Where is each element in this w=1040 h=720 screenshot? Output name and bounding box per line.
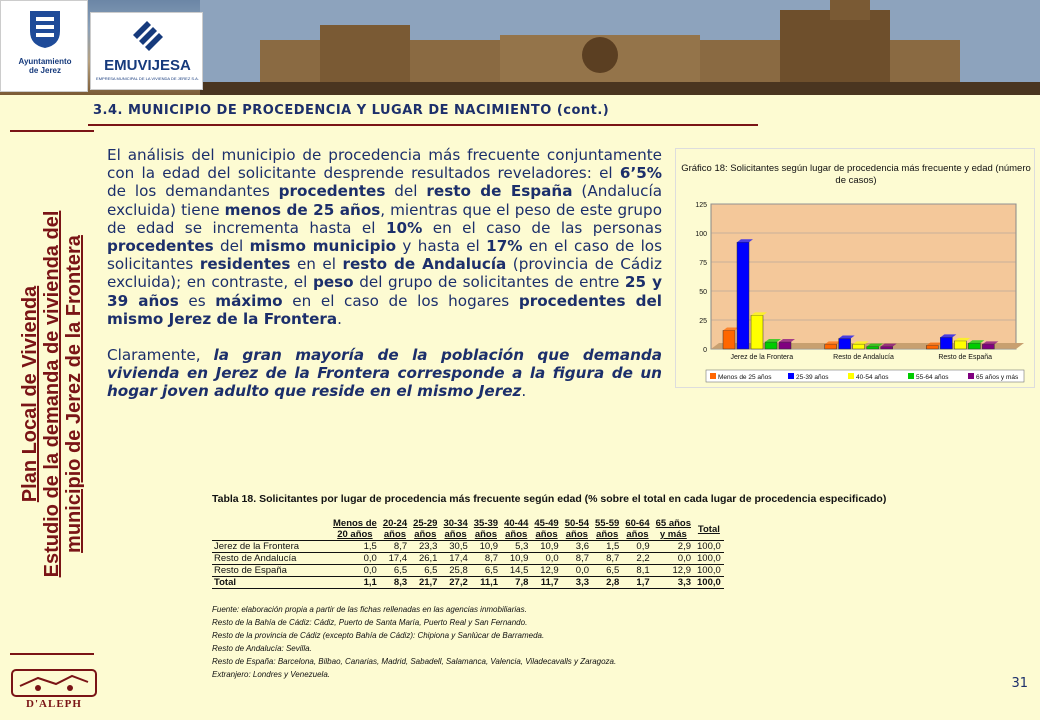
table-18: [212, 492, 902, 681]
table-cell: 10,9: [471, 541, 501, 553]
bar: [737, 242, 749, 349]
note-line: Resto de la Bahía de Cádiz: Cádiz, Puerto de Santa María, Puerto Real y San Fernando.: [212, 618, 528, 627]
bar: [867, 347, 879, 349]
table-cell: 27,2: [440, 577, 470, 589]
table-cell: 11,7: [531, 577, 561, 589]
table-cell: 7,8: [501, 577, 531, 589]
table-header-cell: 40-44 años: [501, 518, 531, 541]
legend-swatch: [710, 373, 716, 379]
table-cell: 5,3: [501, 541, 531, 553]
table-cell: 11,1: [471, 577, 501, 589]
table-cell: 8,7: [380, 541, 410, 553]
table-cell: 14,5: [501, 565, 531, 577]
table-cell: 8,7: [592, 553, 622, 565]
table-cell: 100,0: [694, 565, 724, 577]
bar: [765, 342, 777, 349]
legend-label: 55-64 años: [916, 374, 949, 381]
table-header-cell: Menos de 20 años: [330, 518, 380, 541]
emuvijesa-logo-text: EMUVIJESA: [104, 57, 191, 74]
table-header-cell: 55-59 años: [592, 518, 622, 541]
y-tick-label: 25: [699, 318, 707, 325]
table-cell: 1,1: [330, 577, 380, 589]
row-label-cell: Resto de Andalucía: [212, 553, 330, 565]
table-cell: 12,9: [653, 565, 694, 577]
table-cell: 0,0: [562, 565, 592, 577]
data-table: [212, 518, 724, 589]
side-title-panel: [10, 130, 94, 655]
emuvijesa-logo-subtext: EMPRESA MUNICIPAL DE LA VIVIENDA DE JEREZ S.A.: [96, 76, 199, 81]
table-cell: 0,0: [330, 553, 380, 565]
y-tick-label: 100: [695, 231, 707, 238]
table-cell: 100,0: [694, 577, 724, 589]
side-title-line3: municipio de Jerez de la Frontera: [63, 235, 85, 553]
table-cell: 2,2: [622, 553, 652, 565]
y-tick-label: 125: [695, 202, 707, 209]
table-cell: 0,0: [531, 553, 561, 565]
legend-swatch: [908, 373, 914, 379]
bar: [982, 344, 994, 349]
side-title-line1: Plan Local de Vivienda: [19, 285, 41, 503]
table-cell: 6,5: [410, 565, 440, 577]
legend-label: 40-54 años: [856, 374, 889, 381]
legend-label: 25-39 años: [796, 374, 829, 381]
daleph-mark-icon: [8, 668, 100, 698]
table-cell: 8,7: [471, 553, 501, 565]
table-cell: 1,5: [592, 541, 622, 553]
table-cell: 0,0: [330, 565, 380, 577]
table-cell: 100,0: [694, 553, 724, 565]
table-cell: 1,5: [330, 541, 380, 553]
x-tick-label: Resto de Andalucía: [833, 354, 894, 361]
table-cell: 25,8: [440, 565, 470, 577]
row-label-cell: Jerez de la Frontera: [212, 541, 330, 553]
table-cell: 0,0: [653, 553, 694, 565]
table-row: [212, 565, 724, 577]
bar: [723, 330, 735, 349]
bar: [926, 346, 938, 349]
y-tick-label: 0: [703, 347, 707, 354]
table-cell: 10,9: [531, 541, 561, 553]
x-tick-label: Resto de España: [938, 354, 993, 361]
table-cell: 17,4: [440, 553, 470, 565]
table-row: [212, 553, 724, 565]
x-tick-label: Jerez de la Frontera: [730, 354, 794, 361]
jerez-shield-icon: [28, 9, 62, 49]
y-tick-label: 75: [699, 260, 707, 267]
bar: [779, 342, 791, 349]
table-cell: 0,9: [622, 541, 652, 553]
table-cell: 2,8: [592, 577, 622, 589]
bar: [751, 315, 763, 349]
note-line: Resto de la provincia de Cádiz (excepto Bahía de Cádiz): Chipiona y Sanlúcar de Barrameda.: [212, 631, 545, 640]
note-line: Resto de Andalucía: Sevilla.: [212, 644, 312, 653]
legend-label: Menos de 25 años: [718, 374, 772, 381]
table-cell: 8,3: [380, 577, 410, 589]
chart-title: Gráfico 18: Solicitantes según lugar de procedencia más frecuente y edad (número de casos): [681, 163, 1031, 186]
side-title: [19, 134, 85, 654]
bar: [825, 344, 837, 349]
table-total-row: [212, 577, 724, 589]
table-cell: 6,5: [380, 565, 410, 577]
table-header-row: [212, 518, 724, 541]
table-header-cell: [212, 518, 330, 541]
table-header-cell: 45-49 años: [531, 518, 561, 541]
table-cell: 2,9: [653, 541, 694, 553]
body-text: [107, 146, 662, 419]
emuvijesa-logo: [90, 12, 203, 90]
bar: [968, 343, 980, 349]
table-cell: 1,7: [622, 577, 652, 589]
table-cell: 3,3: [653, 577, 694, 589]
row-label-cell: Resto de España: [212, 565, 330, 577]
table-cell: 8,1: [622, 565, 652, 577]
title-divider: [88, 124, 758, 126]
paragraph-1: El análisis del municipio de procedencia más frecuente conjuntamente con la edad del solicitante desprende resultados reveladores: el 6’5% de los demandantes procedentes del resto de España (Andalucía excluida) tiene menos de 25 años, mientras que el peso de este grupo de edad se incrementa hasta el 10% en el caso de las personas procedentes del mismo municipio y hasta el 17% en el caso de los solicitantes residentes en el resto de Andalucía (provincia de Cádiz excluida); en contraste, el peso del grupo de solicitantes de entre 25 y 39 años es máximo en el caso de los hogares procedentes del mismo Jerez de la Frontera.: [107, 146, 662, 328]
section-title: 3.4. MUNICIPIO DE PROCEDENCIA Y LUGAR DE NACIMIENTO (cont.): [93, 103, 610, 118]
note-line: Resto de España: Barcelona, Bilbao, Canarias, Madrid, Sabadell, Salamanca, Valencia, Viladecavalls y Zaragoza.: [212, 657, 617, 666]
table-row: [212, 541, 724, 553]
paragraph-2: Claramente, la gran mayoría de la población que demanda vivienda en Jerez de la Frontera corresponde a la figura de un hogar joven adulto que reside en el mismo Jerez.: [107, 346, 663, 401]
table-cell: 21,7: [410, 577, 440, 589]
chart-18: [675, 148, 1035, 388]
table-header-cell: 30-34 años: [440, 518, 470, 541]
row-label-cell: Total: [212, 577, 330, 589]
legend-swatch: [848, 373, 854, 379]
table-header-cell: 25-29 años: [410, 518, 440, 541]
table-header-cell: 60-64 años: [622, 518, 652, 541]
table-cell: 17,4: [380, 553, 410, 565]
y-tick-label: 50: [699, 289, 707, 296]
bar: [954, 341, 966, 349]
legend-swatch: [788, 373, 794, 379]
table-cell: 26,1: [410, 553, 440, 565]
chart-svg: [676, 149, 1036, 389]
table-cell: 12,9: [531, 565, 561, 577]
table-header-cell: 20-24 años: [380, 518, 410, 541]
ayuntamiento-logo: [0, 0, 88, 92]
table-title: Tabla 18. Solicitantes por lugar de procedencia más frecuente según edad (% sobre el total en cada lugar de procedencia especificado): [212, 493, 887, 505]
table-cell: 3,6: [562, 541, 592, 553]
legend-label: 65 años y más: [976, 374, 1019, 381]
table-cell: 6,5: [592, 565, 622, 577]
legend-swatch: [968, 373, 974, 379]
daleph-logo: [8, 668, 100, 712]
bar: [853, 344, 865, 349]
emuvijesa-mark-icon: [129, 17, 165, 53]
table-notes: [212, 603, 902, 681]
ayuntamiento-logo-text: Ayuntamiento de Jerez: [18, 57, 72, 75]
note-line: Fuente: elaboración propia a partir de las fichas rellenadas en las agencias inmobiliarias.: [212, 605, 527, 614]
table-cell: 10,9: [501, 553, 531, 565]
page-number: 31: [1011, 676, 1028, 691]
note-line: Extranjero: Londres y Venezuela.: [212, 670, 330, 679]
bar: [839, 339, 851, 349]
table-cell: 30,5: [440, 541, 470, 553]
daleph-text: D'ALEPH: [26, 698, 82, 710]
table-cell: 23,3: [410, 541, 440, 553]
table-header-cell: 35-39 años: [471, 518, 501, 541]
table-header-cell: 50-54 años: [562, 518, 592, 541]
bar: [881, 347, 893, 349]
table-header-cell: 65 años y más: [653, 518, 694, 541]
table-cell: 100,0: [694, 541, 724, 553]
bar: [940, 337, 952, 349]
table-cell: 6,5: [471, 565, 501, 577]
table-cell: 8,7: [562, 553, 592, 565]
table-header-cell: Total: [694, 518, 724, 541]
header-banner: [0, 0, 1040, 95]
table-cell: 3,3: [562, 577, 592, 589]
side-title-line2: Estudio de la demanda de vivienda del: [41, 210, 63, 578]
cathedral-image: [200, 0, 1040, 95]
